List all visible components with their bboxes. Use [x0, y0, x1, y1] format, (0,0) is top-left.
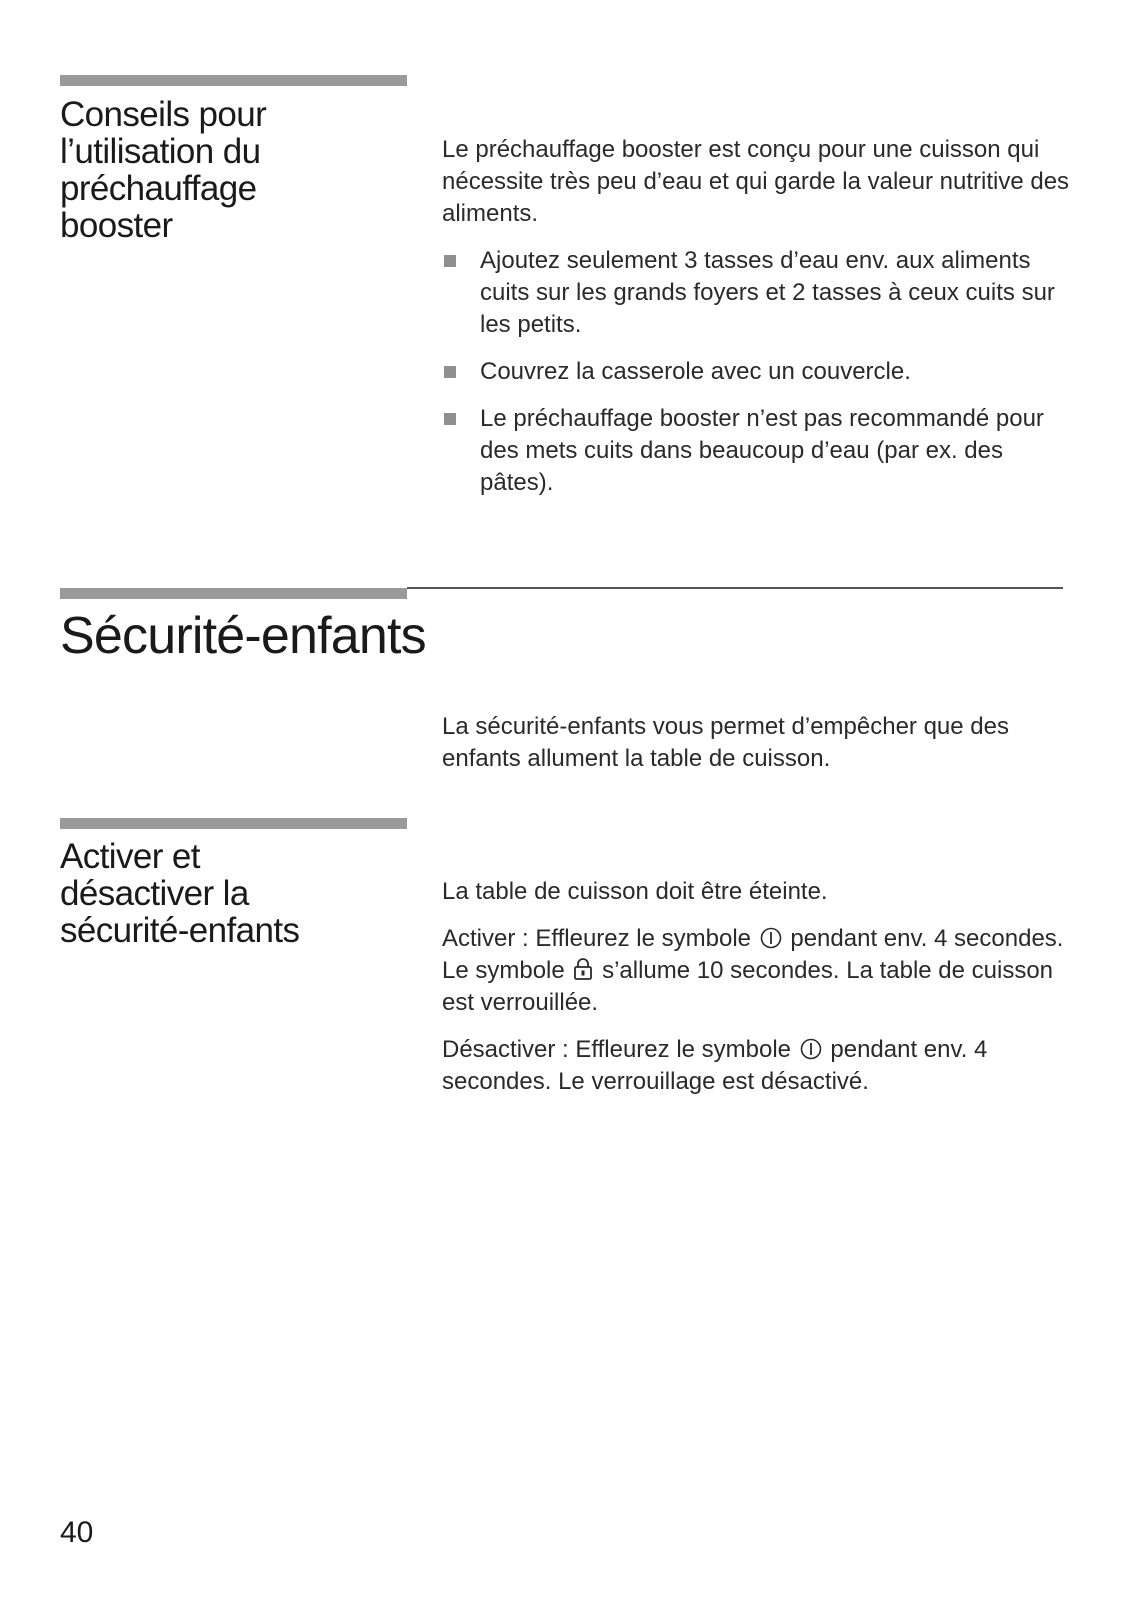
page-title: Sécurité-enfants [60, 607, 426, 665]
deactivate-text-part1: Désactiver : Effleurez le symbole [442, 1036, 792, 1063]
list-item [442, 356, 1082, 388]
booster-tips-list [442, 245, 1082, 499]
deactivate-paragraph [442, 1034, 1082, 1098]
page-number: 40 [60, 1516, 94, 1549]
deactivate-text-part2: pendant env. 4 secondes. Le verrouillage est désactivé. [442, 1036, 988, 1095]
activate-text-part2: pendant env. 4 secondes. Le symbole [442, 925, 1064, 984]
lock-symbol-icon [573, 957, 593, 981]
activate-heading: Activer et désactiver la sécurité-enfants [60, 837, 300, 950]
power-symbol-icon [760, 927, 782, 949]
safety-intro-paragraph: La sécurité-enfants vous permet d’empêcher que des enfants allument la table de cuisson. [442, 713, 1009, 772]
activate-paragraph [442, 923, 1082, 1019]
section-rule-safety [60, 588, 407, 599]
list-item-text: Couvrez la casserole avec un couvercle. [480, 358, 911, 385]
activate-body [442, 876, 1082, 1113]
section-rule-activate [60, 818, 407, 829]
activate-text-part3: s’allume 10 secondes. La table de cuisson est verrouillée. [442, 957, 1054, 1016]
safety-intro-body [442, 711, 1082, 790]
activate-text-part1: Activer : Effleurez le symbole [442, 925, 752, 952]
booster-tips-body [442, 134, 1082, 514]
power-symbol-icon [800, 1038, 822, 1060]
list-item [442, 245, 1082, 341]
square-bullet-icon [444, 255, 456, 267]
list-item-text: Le préchauffage booster n’est pas recommandé pour des mets cuits dans beaucoup d’eau (par ex. des pâtes). [480, 405, 1044, 496]
list-item [442, 403, 1082, 499]
square-bullet-icon [444, 366, 456, 378]
booster-intro-paragraph: Le préchauffage booster est conçu pour une cuisson qui nécessite très peu d’eau et qui garde la valeur nutritive des aliments. [442, 136, 1070, 227]
section-rule-booster [60, 75, 407, 86]
section-rule-safety-thin [407, 587, 1063, 589]
square-bullet-icon [444, 413, 456, 425]
condition-paragraph: La table de cuisson doit être éteinte. [442, 878, 828, 905]
booster-tips-heading: Conseils pour l’utilisation du préchauffage booster [60, 95, 267, 245]
list-item-text: Ajoutez seulement 3 tasses d’eau env. aux aliments cuits sur les grands foyers et 2 tasses à ceux cuits sur les petits. [480, 247, 1055, 338]
